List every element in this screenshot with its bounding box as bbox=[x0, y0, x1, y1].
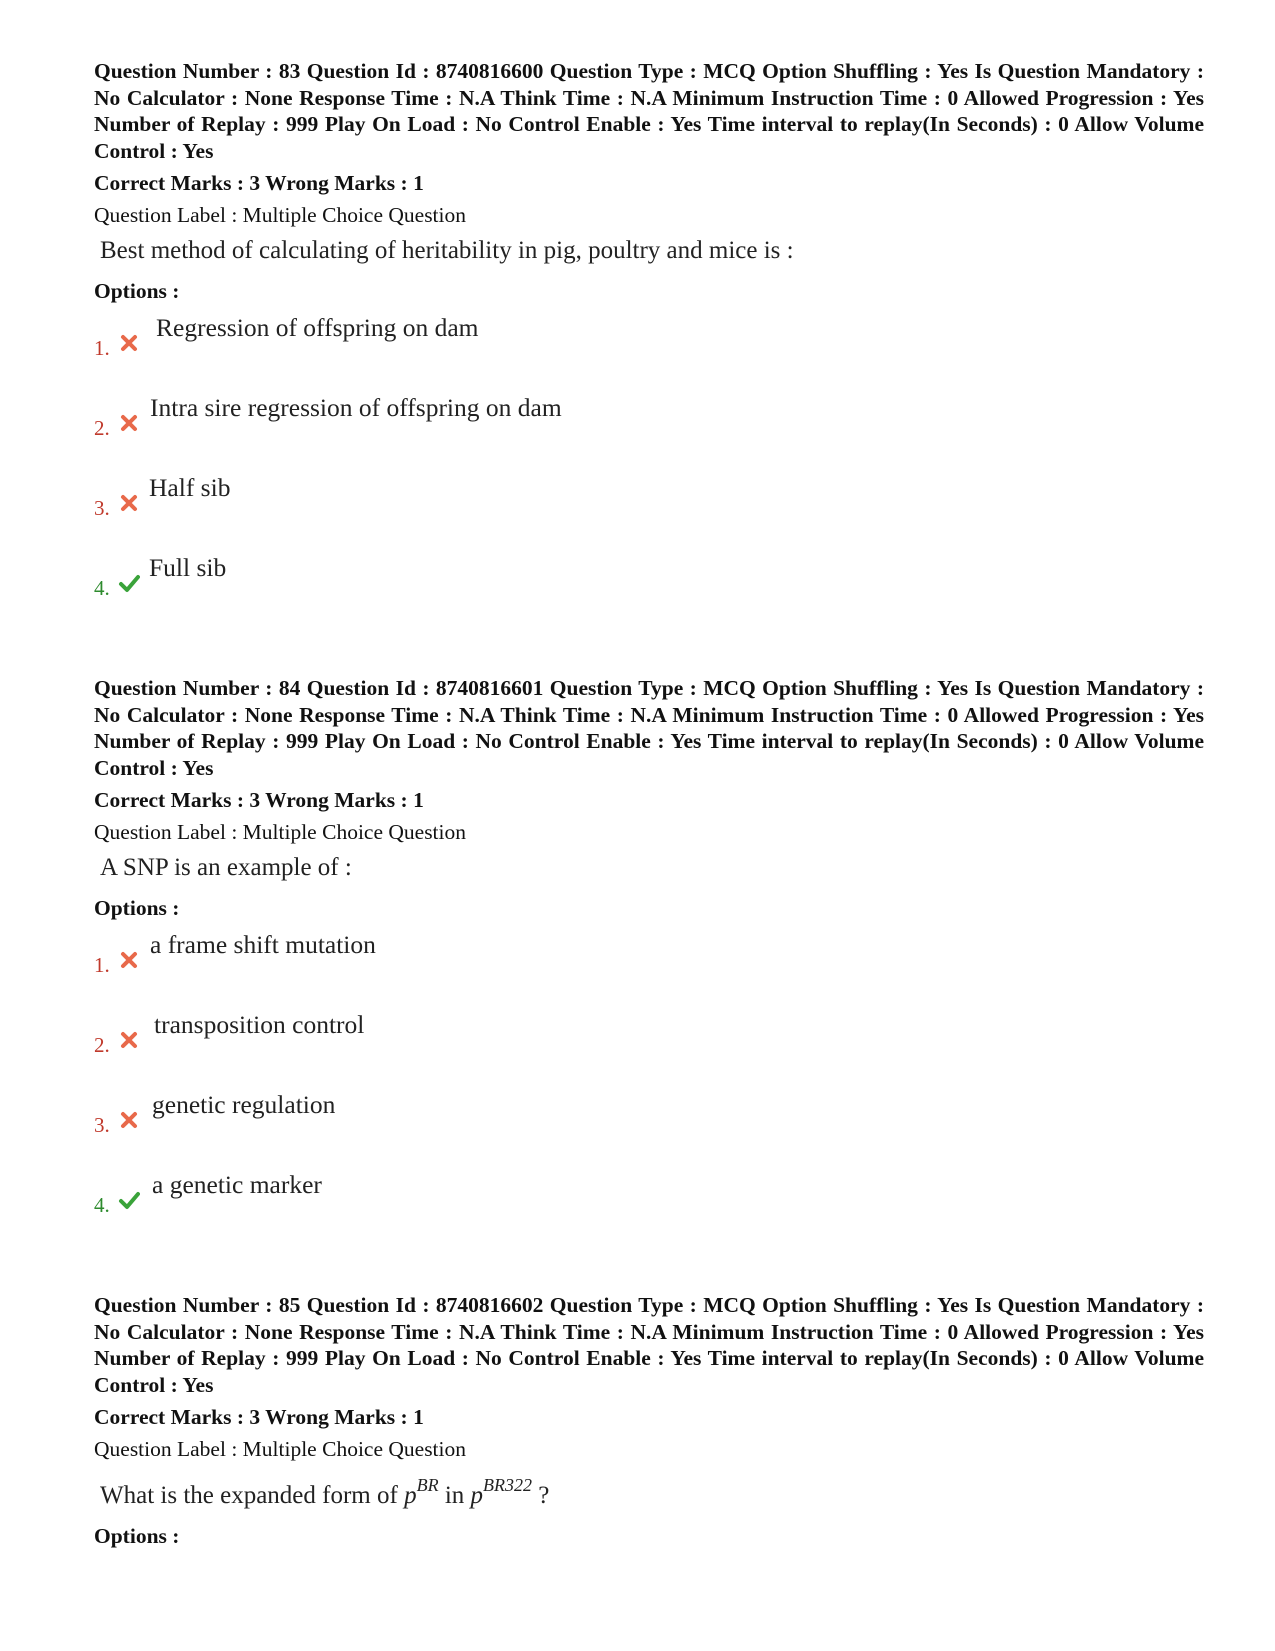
option-text: a genetic marker bbox=[152, 1170, 322, 1199]
question-83 bbox=[94, 58, 1204, 632]
question-label: Question Label : Multiple Choice Question bbox=[94, 203, 467, 227]
option-text: Intra sire regression of offspring on dam bbox=[150, 393, 562, 422]
option-text: genetic regulation bbox=[152, 1090, 336, 1119]
options-heading: Options : bbox=[94, 279, 180, 303]
question-marks: Correct Marks : 3 Wrong Marks : 1 bbox=[94, 1405, 424, 1429]
math-superscript: BR bbox=[416, 1475, 439, 1495]
question-85 bbox=[94, 1292, 1204, 1549]
option-text: a frame shift mutation bbox=[150, 930, 376, 959]
option-2 bbox=[94, 1009, 1204, 1089]
options-heading: Options : bbox=[94, 1524, 180, 1548]
option-text: Half sib bbox=[149, 473, 231, 502]
cross-icon bbox=[118, 1109, 140, 1131]
option-number: 1. bbox=[94, 336, 110, 360]
option-text: Full sib bbox=[149, 553, 227, 582]
cross-icon bbox=[118, 1029, 140, 1051]
options-heading: Options : bbox=[94, 896, 180, 920]
cross-icon bbox=[118, 332, 140, 354]
option-number: 2. bbox=[94, 1033, 110, 1057]
option-number: 4. bbox=[94, 576, 110, 600]
options-list bbox=[94, 312, 1204, 632]
math-variable-p: p bbox=[404, 1482, 417, 1509]
question-label: Question Label : Multiple Choice Question bbox=[94, 1437, 467, 1461]
question-meta: Question Number : 84 Question Id : 8740816601 Question Type : MCQ Option Shuffling : Yes Is Question Mandatory : No Calculator : None Response Time : N.A Think Time : N.A Minimum Instruction Time : 0 Allowed Progression : Yes Number of Replay : 999 Play On Load : No Control Enable : Yes Time interval to replay(In Seconds) : 0 Allow Volume Control : Yes bbox=[94, 676, 1204, 780]
option-number: 1. bbox=[94, 953, 110, 977]
question-label: Question Label : Multiple Choice Question bbox=[94, 820, 467, 844]
option-number: 2. bbox=[94, 416, 110, 440]
option-4 bbox=[94, 1169, 1204, 1249]
option-1 bbox=[94, 929, 1204, 1009]
question-text-suffix: ? bbox=[532, 1482, 550, 1509]
option-4 bbox=[94, 552, 1204, 632]
question-marks: Correct Marks : 3 Wrong Marks : 1 bbox=[94, 171, 424, 195]
option-3 bbox=[94, 472, 1204, 552]
option-text: Regression of offspring on dam bbox=[156, 313, 479, 342]
question-text bbox=[100, 1470, 1204, 1511]
option-1 bbox=[94, 312, 1204, 392]
question-text: A SNP is an example of : bbox=[100, 854, 352, 881]
check-icon bbox=[118, 1189, 140, 1211]
question-marks: Correct Marks : 3 Wrong Marks : 1 bbox=[94, 788, 424, 812]
question-text-middle: in bbox=[438, 1482, 471, 1509]
question-meta: Question Number : 85 Question Id : 8740816602 Question Type : MCQ Option Shuffling : Yes Is Question Mandatory : No Calculator : None Response Time : N.A Think Time : N.A Minimum Instruction Time : 0 Allowed Progression : Yes Number of Replay : 999 Play On Load : No Control Enable : Yes Time interval to replay(In Seconds) : 0 Allow Volume Control : Yes bbox=[94, 1293, 1204, 1397]
option-2 bbox=[94, 392, 1204, 472]
option-text: transposition control bbox=[154, 1010, 365, 1039]
question-text: Best method of calculating of heritability in pig, poultry and mice is : bbox=[100, 237, 794, 264]
math-superscript: BR322 bbox=[483, 1475, 533, 1495]
options-list bbox=[94, 929, 1204, 1249]
question-meta: Question Number : 83 Question Id : 8740816600 Question Type : MCQ Option Shuffling : Yes Is Question Mandatory : No Calculator : None Response Time : N.A Think Time : N.A Minimum Instruction Time : 0 Allowed Progression : Yes Number of Replay : 999 Play On Load : No Control Enable : Yes Time interval to replay(In Seconds) : 0 Allow Volume Control : Yes bbox=[94, 59, 1204, 163]
math-variable-p: p bbox=[470, 1482, 484, 1509]
cross-icon bbox=[118, 492, 140, 514]
option-number: 3. bbox=[94, 496, 110, 520]
option-number: 4. bbox=[94, 1193, 110, 1217]
check-icon bbox=[118, 572, 140, 594]
cross-icon bbox=[118, 412, 140, 434]
question-84 bbox=[94, 675, 1204, 1249]
question-text-prefix: What is the expanded form of bbox=[100, 1482, 405, 1509]
cross-icon bbox=[118, 949, 140, 971]
option-number: 3. bbox=[94, 1113, 110, 1137]
option-3 bbox=[94, 1089, 1204, 1169]
